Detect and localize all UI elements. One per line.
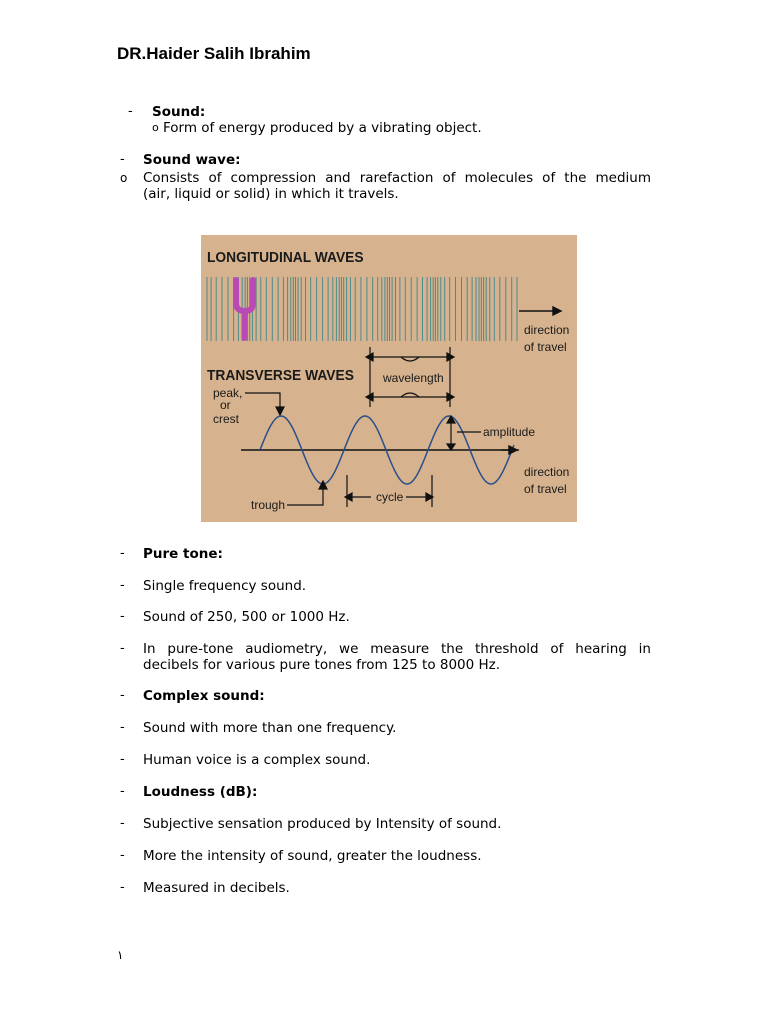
waves-figure xyxy=(201,235,577,522)
direction-label-top: direction xyxy=(524,323,570,337)
bullet-dash: - xyxy=(120,609,125,624)
waves-diagram xyxy=(201,235,577,522)
list-item: Subjective sensation produced by Intensity of sound. xyxy=(143,816,502,832)
bullet-dash: - xyxy=(120,152,125,167)
crest-label: crest xyxy=(213,412,240,426)
amplitude-arrow xyxy=(447,416,481,450)
bullet-dash: - xyxy=(120,784,125,799)
sound-wave-heading: Sound wave: xyxy=(143,152,241,168)
travel-label-top: of travel xyxy=(524,340,567,354)
direction-label-bottom: direction xyxy=(524,465,570,479)
bullet-dash: - xyxy=(120,880,125,895)
travel-label-bottom: of travel xyxy=(524,482,567,496)
bullet-dash: - xyxy=(120,688,125,703)
amplitude-label: amplitude xyxy=(483,425,536,439)
bullet-dash: - xyxy=(120,578,125,593)
bullet-dash: - xyxy=(120,752,125,767)
list-item-line-2: decibels for various pure tones from 125 to 8000 Hz. xyxy=(143,657,501,673)
sound-wave-line-2: (air, liquid or solid) in which it travels. xyxy=(143,186,399,202)
direction-arrow-bottom xyxy=(501,446,517,454)
author-heading: DR.Haider Salih Ibrahim xyxy=(117,44,311,63)
sound-heading: Sound: xyxy=(152,104,206,120)
trough-arrow xyxy=(287,481,327,505)
sub-bullet: o xyxy=(120,171,128,185)
list-item: Sound with more than one frequency. xyxy=(143,720,397,736)
peak-arrow xyxy=(245,393,284,415)
cycle-label: cycle xyxy=(376,490,404,504)
trough-label: trough xyxy=(251,498,286,512)
bullet-dash: - xyxy=(120,546,125,561)
sub-bullet: o xyxy=(152,121,159,134)
list-item: Human voice is a complex sound. xyxy=(143,752,371,768)
list-item-line-1: In pure-tone audiometry, we measure the threshold of hearing in xyxy=(143,641,651,657)
sound-wave-line-1: Consists of compression and rarefaction of molecules of the medium xyxy=(143,170,651,186)
transverse-title: TRANSVERSE WAVES xyxy=(207,367,354,385)
list-item: More the intensity of sound, greater the loudness. xyxy=(143,848,482,864)
pure-tone-heading: Pure tone: xyxy=(143,546,223,562)
page-number: ١ xyxy=(117,948,124,962)
bullet-dash: - xyxy=(120,848,125,863)
wavelength-label: wavelength xyxy=(383,371,444,385)
peak-label: peak, xyxy=(213,386,243,400)
loudness-heading: Loudness (dB): xyxy=(143,784,258,800)
bullet-dash: - xyxy=(120,641,125,656)
bullet-dash: - xyxy=(120,720,125,735)
complex-sound-heading: Complex sound: xyxy=(143,688,265,704)
list-item: Sound of 250, 500 or 1000 Hz. xyxy=(143,609,350,625)
direction-arrow-top xyxy=(519,307,561,315)
or-label: or xyxy=(220,398,231,412)
longitudinal-title: LONGITUDINAL WAVES xyxy=(207,249,364,267)
list-item: Measured in decibels. xyxy=(143,880,290,896)
bullet-dash: - xyxy=(128,104,133,119)
bullet-dash: - xyxy=(120,816,125,831)
list-item: Single frequency sound. xyxy=(143,578,307,594)
sound-definition: Form of energy produced by a vibrating object. xyxy=(163,120,482,136)
